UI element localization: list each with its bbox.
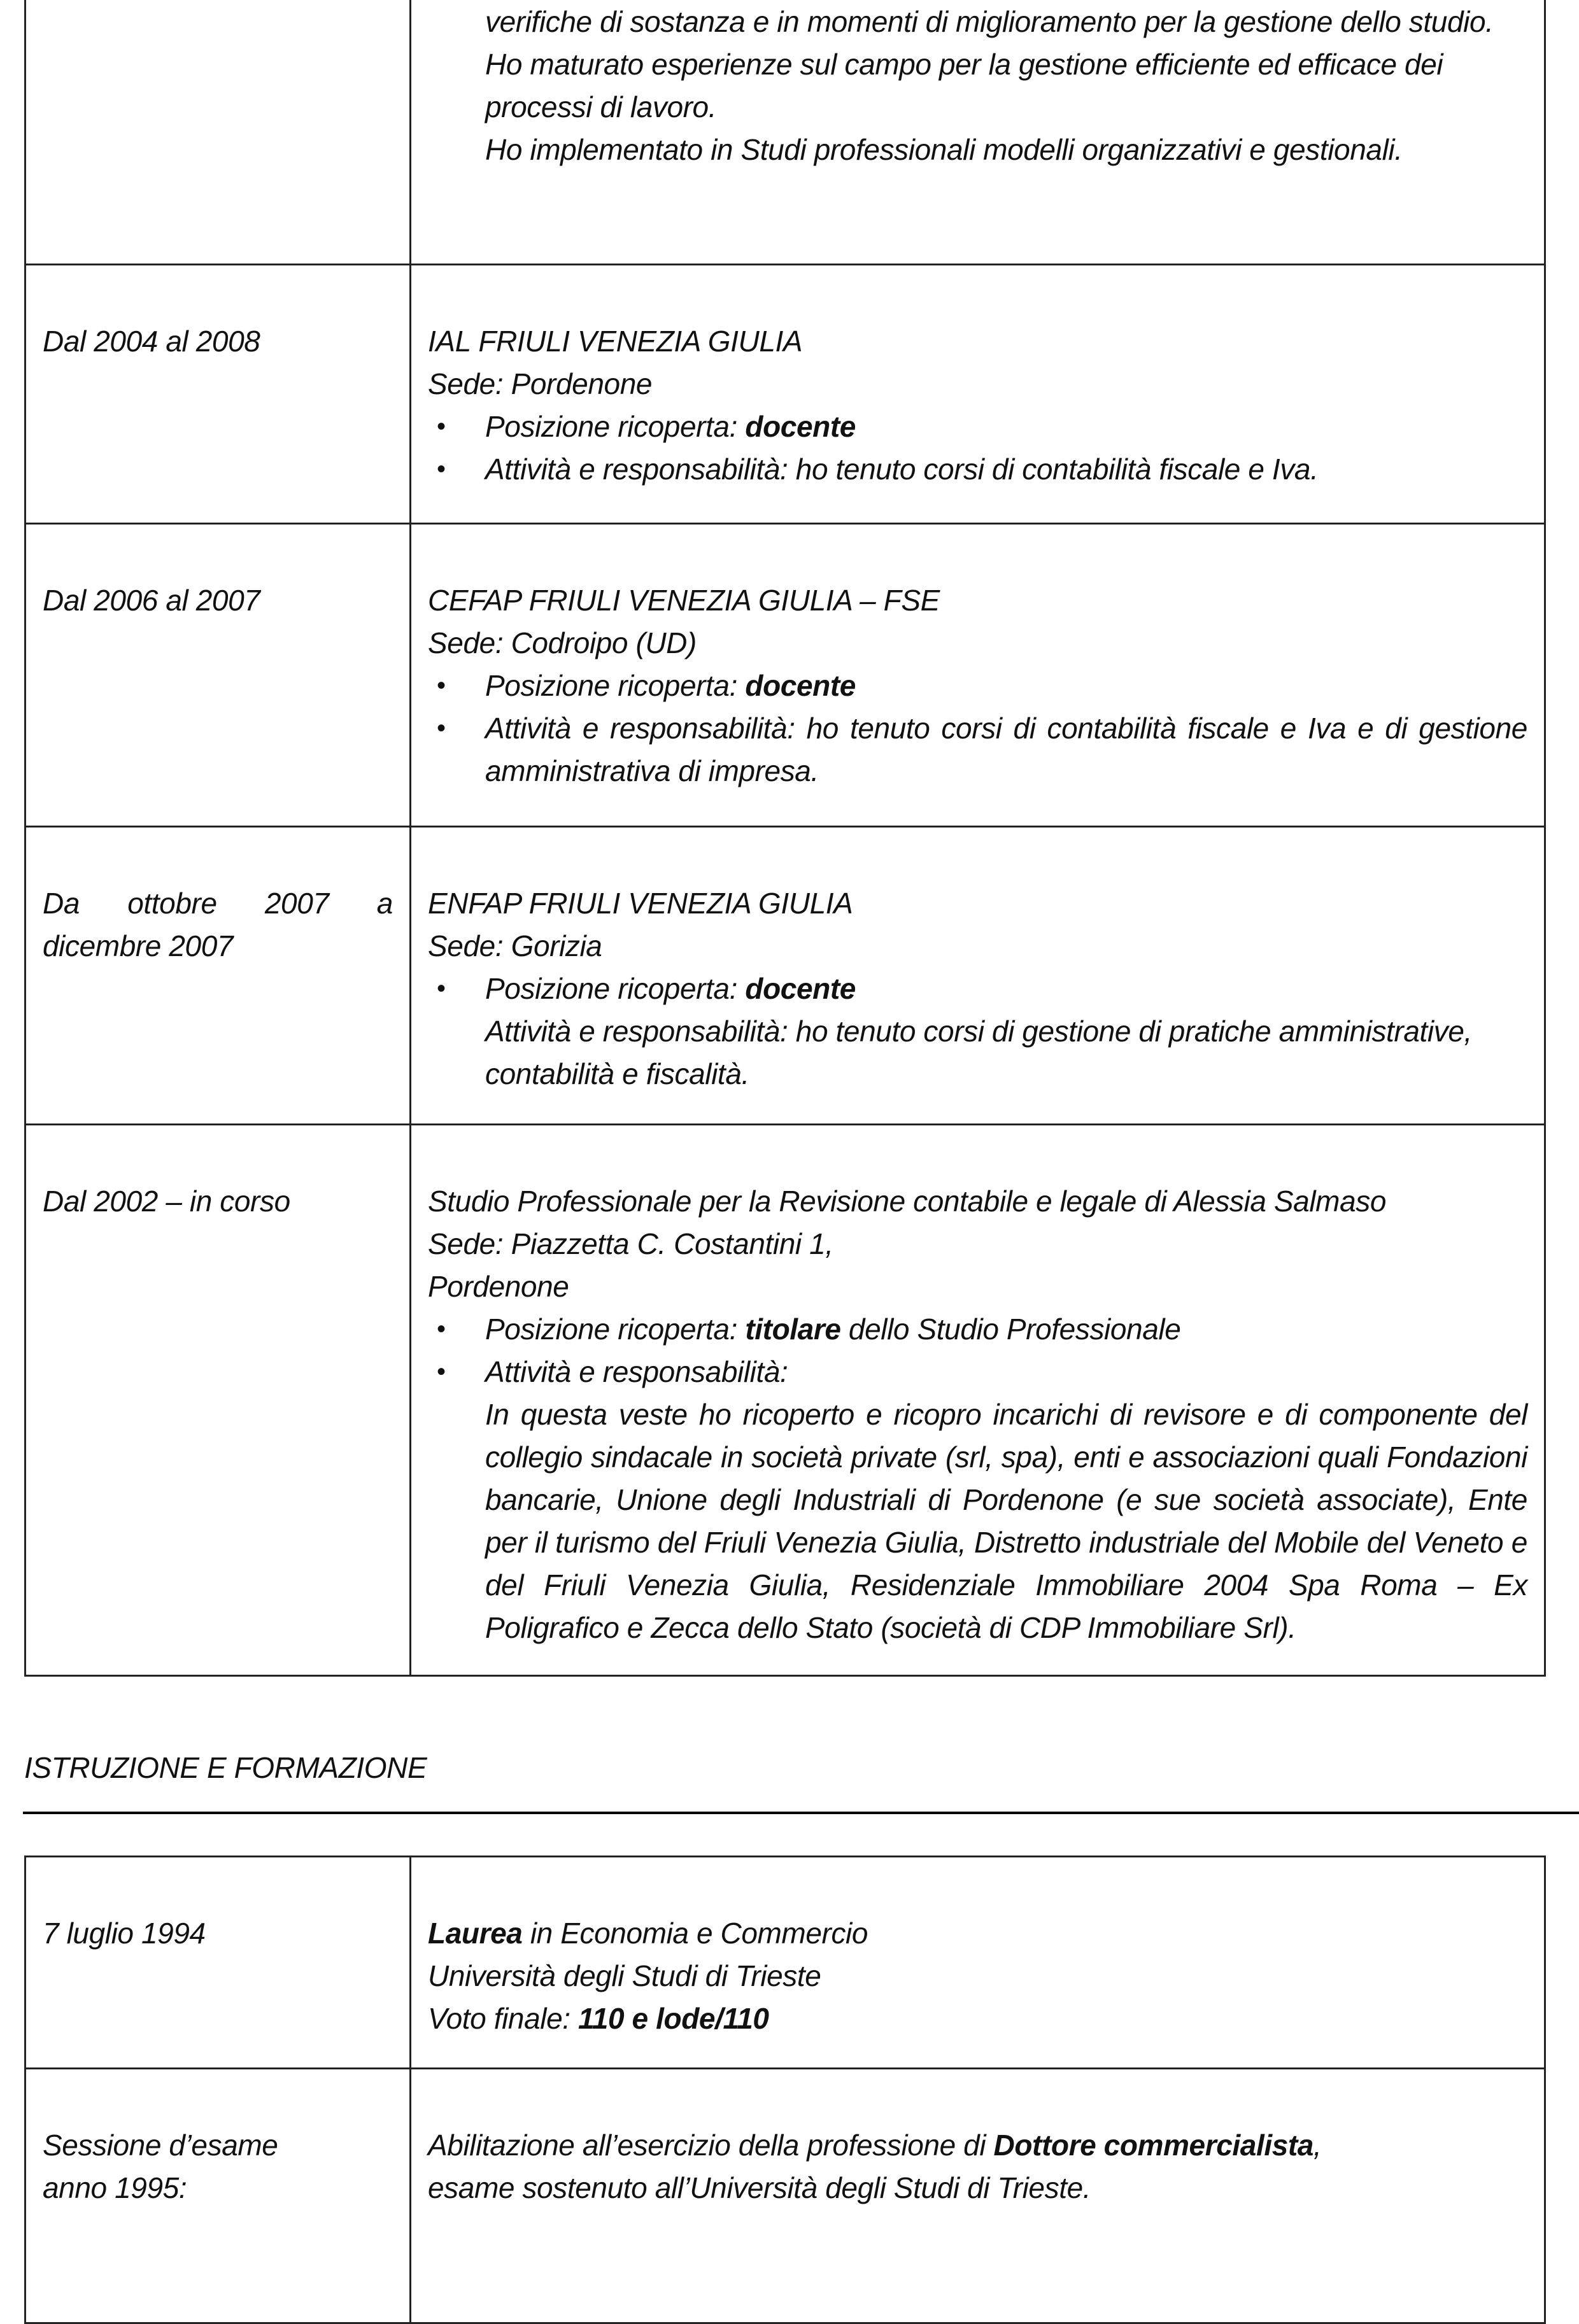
position-value: docente <box>745 669 856 702</box>
paragraph-line: Ho implementato in Studi professionali modelli organizzativi e gestionali. <box>485 133 1403 166</box>
bullet-item <box>428 665 1527 707</box>
location-text: Sede: Pordenone <box>428 367 653 400</box>
section-divider <box>23 1812 1579 1814</box>
date-cell <box>25 2069 411 2323</box>
description-cell <box>411 524 1545 827</box>
position-value: docente <box>745 410 856 443</box>
table-row <box>25 1857 1545 2069</box>
location-text: Sede: Piazzetta C. Costantini 1, <box>428 1227 833 1260</box>
position-label: Posizione ricoperta: <box>485 972 746 1005</box>
position-value: docente <box>745 972 856 1005</box>
table-row <box>25 2069 1545 2323</box>
bullet-item: • Attività e responsabilità: <box>428 1351 1527 1393</box>
position-label: Posizione ricoperta: <box>485 410 746 443</box>
section-title: ISTRUZIONE E FORMAZIONE <box>24 1751 427 1784</box>
qualification-line <box>428 2124 1527 2167</box>
date-cell <box>25 1125 411 1676</box>
description-cell <box>411 0 1545 265</box>
period-text: 7 luglio 1994 <box>43 1917 206 1950</box>
period-text: Da ottobre 2007 a dicembre 2007 <box>43 887 393 962</box>
position-value: titolare <box>745 1313 841 1346</box>
period-text: anno 1995: <box>43 2171 187 2204</box>
work-experience-table <box>24 0 1546 1677</box>
period-text: Dal 2006 al 2007 <box>43 584 260 617</box>
date-cell <box>25 827 411 1125</box>
location-text: Sede: Codroipo (UD) <box>428 626 697 659</box>
grade-line <box>428 1997 1527 2040</box>
degree-title: Laurea <box>428 1917 523 1950</box>
position-suffix: dello Studio Professionale <box>840 1313 1181 1346</box>
qualification-punct: , <box>1313 2129 1322 2162</box>
location-text: Sede: Gorizia <box>428 929 602 962</box>
qualification-title: Dottore commercialista <box>993 2129 1313 2162</box>
description-cell <box>411 2069 1545 2323</box>
degree-line <box>428 1912 1527 1955</box>
university-name: Università degli Studi di Trieste <box>428 1959 821 1992</box>
period-text: Dal 2004 al 2008 <box>43 325 260 358</box>
bullet-item <box>428 405 1527 448</box>
education-table <box>24 1856 1546 2324</box>
paragraph-line: Ho maturato esperienze sul campo per la gestione efficiente ed efficace dei processi di lavoro. <box>485 48 1443 123</box>
bullet-item: • Attività e responsabilità: ho tenuto corsi di contabilità fiscale e Iva. <box>428 448 1527 491</box>
location-text: Pordenone <box>428 1270 569 1303</box>
date-cell <box>25 265 411 524</box>
date-cell <box>25 524 411 827</box>
bullet-item <box>428 968 1527 1010</box>
table-row <box>25 524 1545 827</box>
date-cell <box>25 0 411 265</box>
description-cell <box>411 1125 1545 1676</box>
period-text: Dal 2002 – in corso <box>43 1185 290 1218</box>
table-row <box>25 827 1545 1125</box>
bullet-item <box>428 1308 1527 1351</box>
date-cell <box>25 1857 411 2069</box>
qualification-text: Abilitazione all’esercizio della professione di <box>428 2129 994 2162</box>
table-row <box>25 0 1545 265</box>
paragraph-line: Attività e responsabilità: ho tenuto corsi di gestione di pratiche amministrative, contabilità e fiscalità. <box>485 1015 1472 1090</box>
qualification-line: esame sostenuto all’Università degli Studi di Trieste. <box>428 2171 1091 2204</box>
description-cell <box>411 1857 1545 2069</box>
period-text: Sessione d’esame <box>43 2129 278 2162</box>
organization-name: Studio Professionale per la Revisione contabile e legale di Alessia Salmaso <box>428 1185 1387 1218</box>
description-cell <box>411 827 1545 1125</box>
paragraph-line: In questa veste ho ricoperto e ricopro incarichi di revisore e di componente del collegio sindacale in società private (srl, spa), enti e associazioni quali Fondazioni bancarie, Unione degli Industriali di Pordenone (e sue società associate), Ente per il turismo del Friuli Venezia Giulia, Distretto industriale del Mobile del Veneto e del Friuli Venezia Giulia, Residenziale Immobiliare 2004 Spa Roma – Ex Poligrafico e Zecca dello Stato (società di CDP Immobiliare Srl). <box>485 1398 1527 1644</box>
grade-value: 110 e lode/110 <box>578 2002 769 2035</box>
paragraph-line: verifiche di sostanza e in momenti di miglioramento per la gestione dello studio. <box>485 5 1494 38</box>
grade-label: Voto finale: <box>428 2002 579 2035</box>
table-row <box>25 1125 1545 1676</box>
position-label: Posizione ricoperta: <box>485 669 746 702</box>
organization-name: ENFAP FRIULI VENEZIA GIULIA <box>428 887 853 920</box>
description-cell <box>411 265 1545 524</box>
table-row <box>25 265 1545 524</box>
organization-name: CEFAP FRIULI VENEZIA GIULIA – FSE <box>428 584 940 617</box>
bullet-item: • Attività e responsabilità: ho tenuto corsi di contabilità fiscale e Iva e di gestione amministrativa di impresa. <box>428 707 1527 792</box>
organization-name: IAL FRIULI VENEZIA GIULIA <box>428 325 803 358</box>
degree-field: in Economia e Commercio <box>522 1917 868 1950</box>
position-label: Posizione ricoperta: <box>485 1313 746 1346</box>
